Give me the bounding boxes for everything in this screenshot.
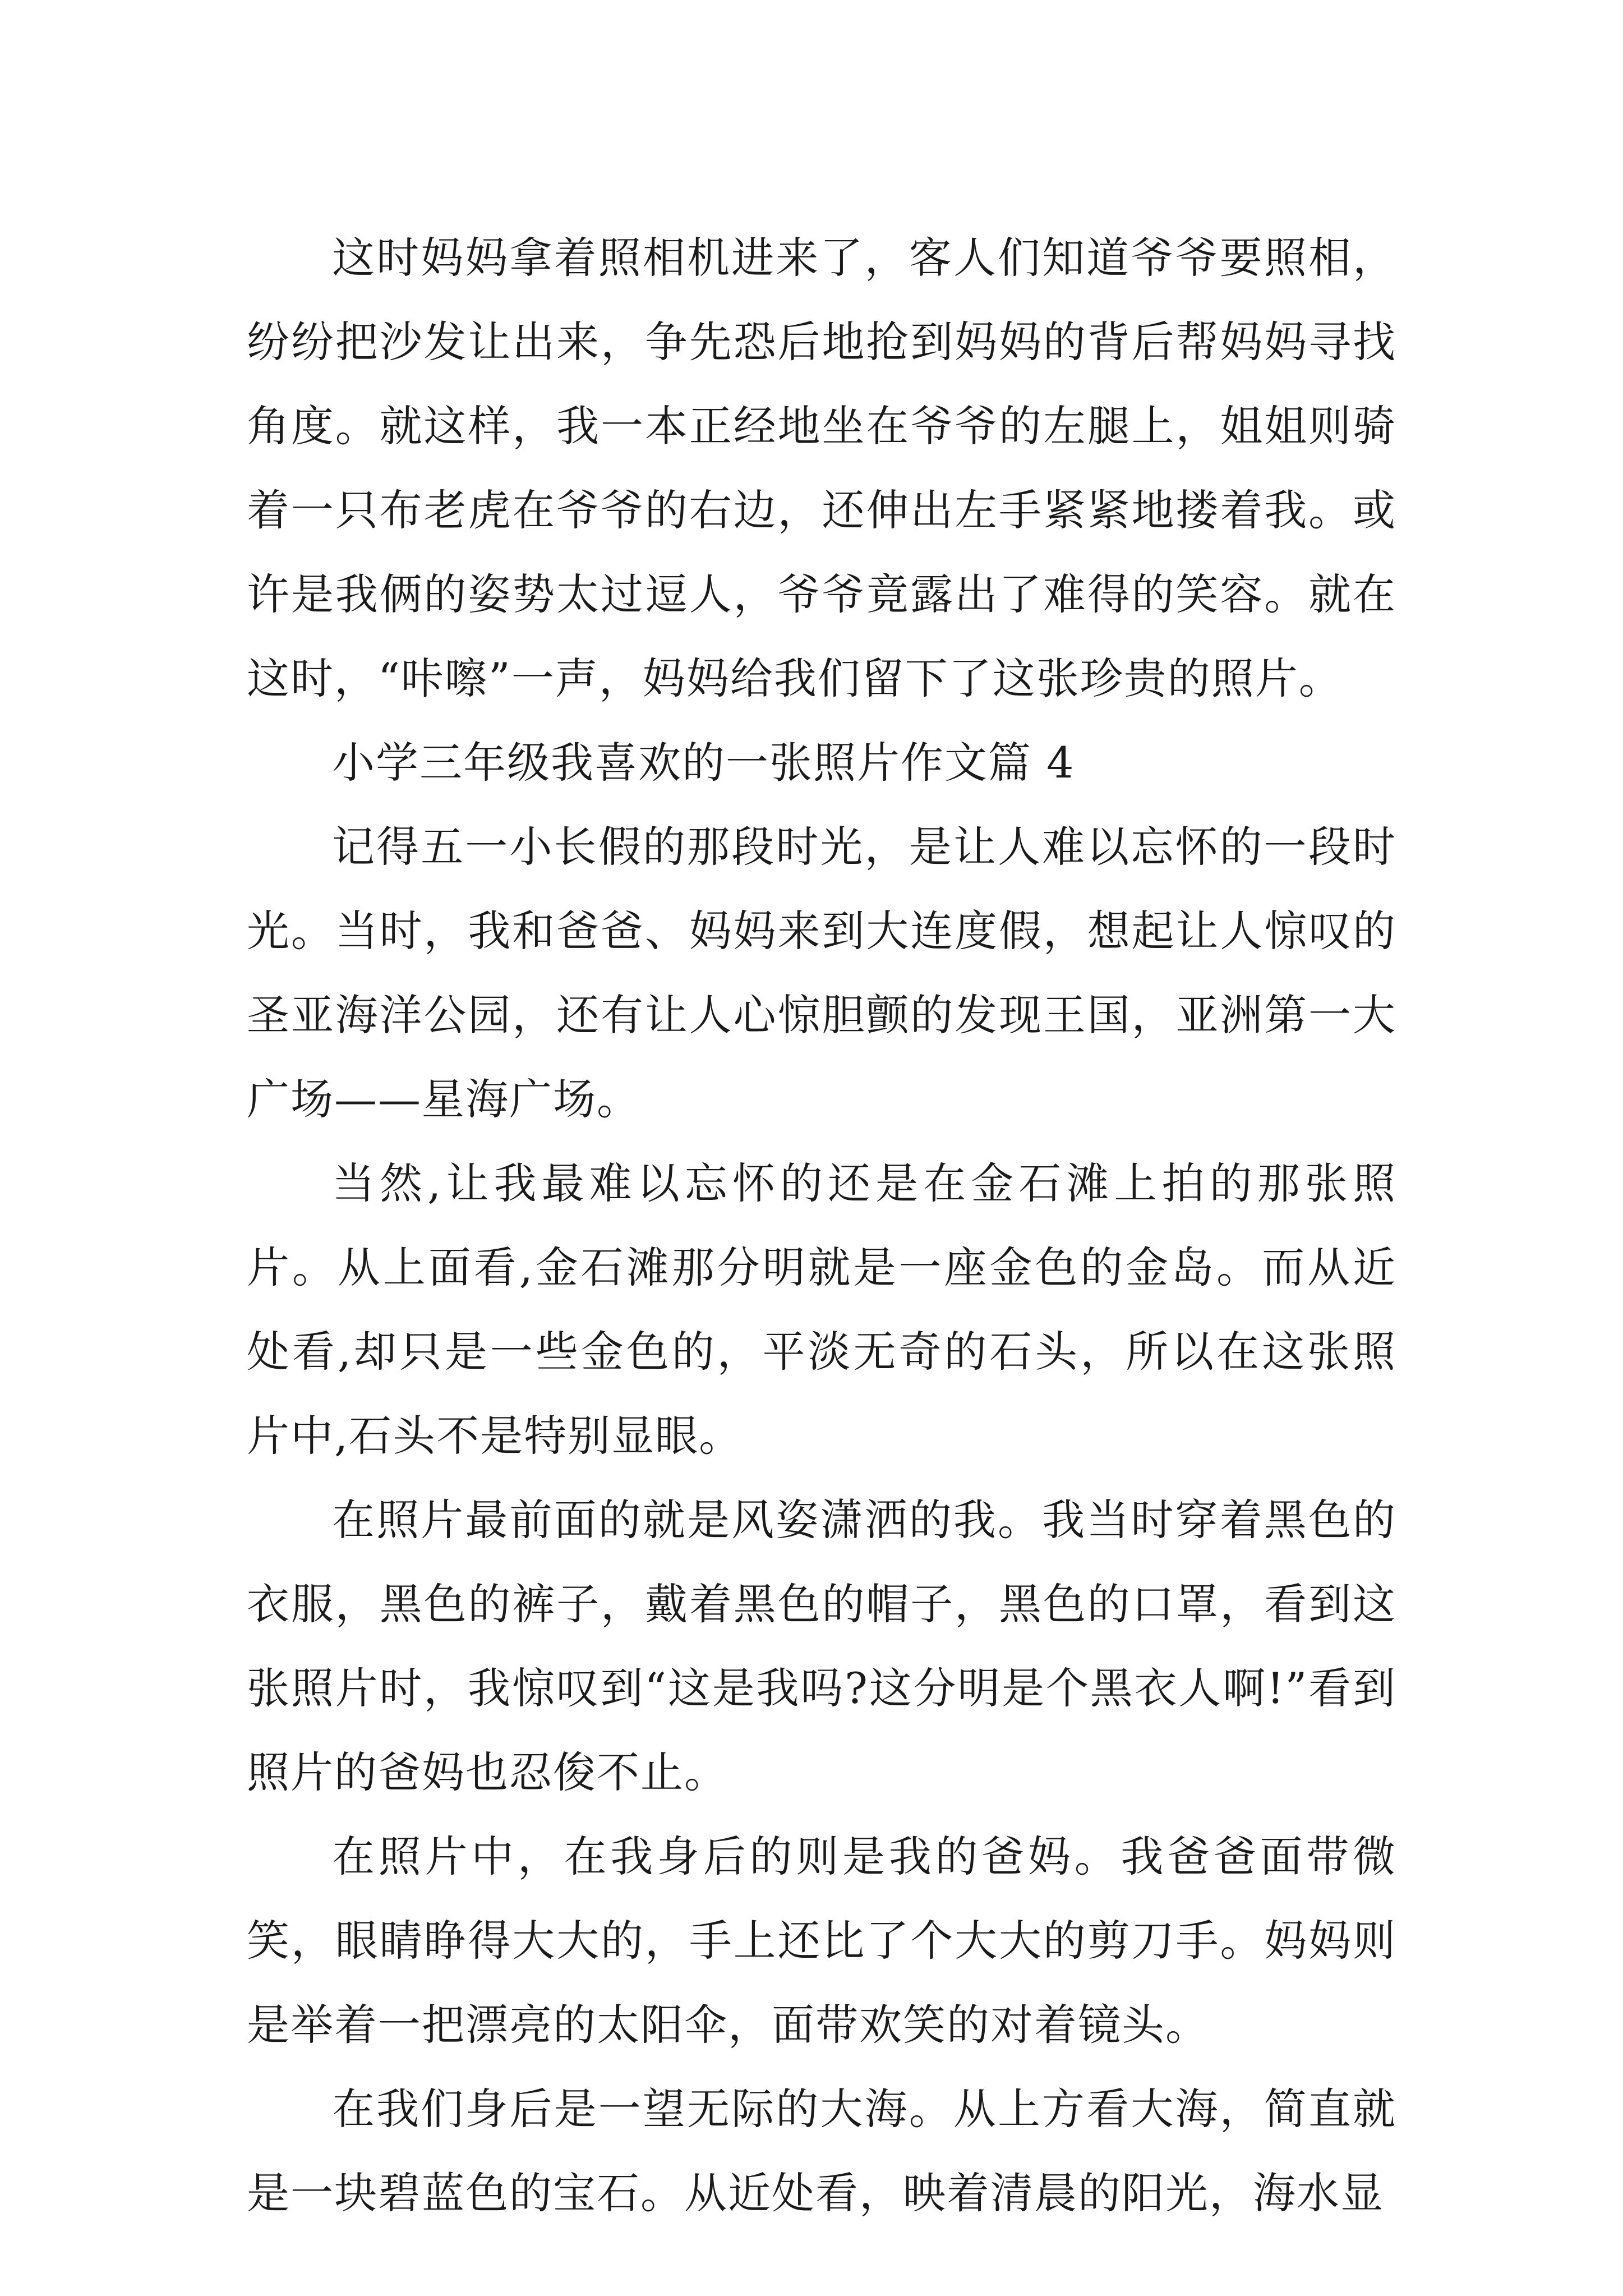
- paragraph-parents: 在照片中，在我身后的则是我的爸妈。我爸爸面带微笑，眼睛睁得大大的，手上还比了个大大的剪刀手。妈妈则是举着一把漂亮的太阳伞，面带欢笑的对着镜头。: [247, 1832, 1396, 2050]
- document-page: [247, 216, 1396, 2235]
- paragraph-photo-taking: 这时妈妈拿着照相机进来了，客人们知道爷爷要照相，纷纷把沙发让出来，争先恐后地抢到妈妈的背后帮妈妈寻找角度。就这样，我一本正经地坐在爷爷的左腿上，姐姐则骑着一只布老虎在爷爷的右边，还伸出左手紧紧地搂着我。或许是我俩的姿势太过逗人，爷爷竟露出了难得的笑容。就在这时，“咔嚓”一声，妈妈给我们留下了这张珍贵的照片。: [247, 233, 1396, 703]
- paragraph-may-day-holiday: 记得五一小长假的那段时光，是让人难以忘怀的一段时光。当时，我和爸爸、妈妈来到大连度假，想起让人惊叹的圣亚海洋公园，还有让人心惊胆颤的发现王国，亚洲第一大广场——星海广场。: [247, 822, 1396, 1124]
- paragraph-golden-pebble-beach: 当然,让我最难以忘怀的还是在金石滩上拍的那张照片。从上面看,金石滩那分明就是一座金色的金岛。而从近处看,却只是一些金色的，平淡无奇的石头，所以在这张照片中,石头不是特别显眼。: [247, 1158, 1396, 1461]
- paragraph-sea: 在我们身后是一望无际的大海。从上方看大海，简直就是一块碧蓝色的宝石。从近处看，映着清晨的阳光，海水显: [247, 2084, 1396, 2218]
- section-heading: 小学三年级我喜欢的一张照片作文篇 4: [332, 738, 1075, 788]
- paragraph-me-in-black: 在照片最前面的就是风姿潇洒的我。我当时穿着黑色的衣服，黑色的裤子，戴着黑色的帽子，黑色的口罩，看到这张照片时，我惊叹到“这是我吗?这分明是个黑衣人啊!”看到照片的爸妈也忍俊不止。: [247, 1495, 1396, 1797]
